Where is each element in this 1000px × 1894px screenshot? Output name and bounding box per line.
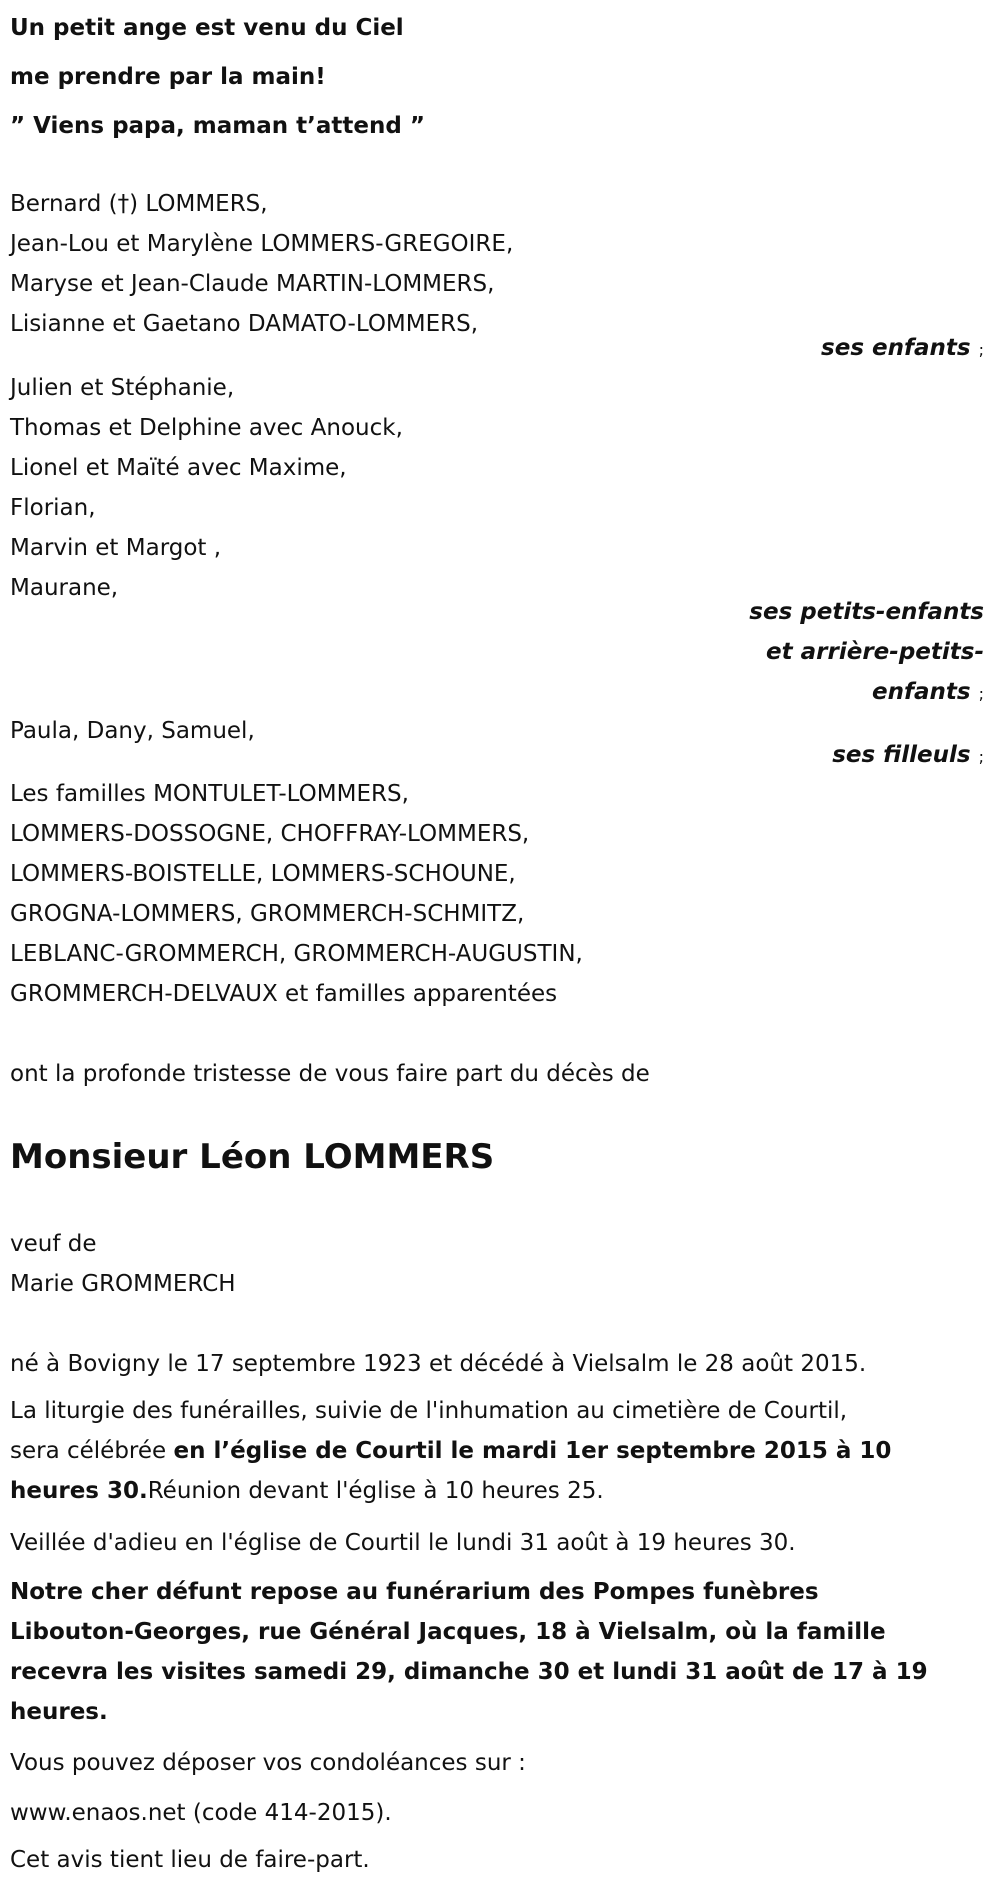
grandchild-entry: Florian, (10, 495, 96, 521)
widower (10, 1224, 236, 1304)
website-text: www.enaos.net (code 414-2015). (10, 1800, 392, 1826)
liturgy-emphasis: heures 30. (10, 1478, 148, 1504)
child-entry: Maryse et Jean-Claude MARTIN-LOMMERS, (10, 271, 495, 297)
grandchildren-label (749, 592, 984, 712)
children-label (821, 328, 984, 368)
birth-death-text: né à Bovigny le 17 septembre 1923 et décédé à Vielsalm le 28 août 2015. (10, 1351, 867, 1377)
funeral-home-line: Notre cher défunt repose au funérarium des Pompes funèbres (10, 1579, 819, 1605)
birth-death (10, 1344, 866, 1384)
family-entry: GROMMERCH-DELVAUX et familles apparentées (10, 981, 558, 1007)
family-entry: LEBLANC-GROMMERCH, GROMMERCH-AUGUSTIN, (10, 941, 583, 967)
vigil (10, 1523, 796, 1563)
epigraph-line: ” Viens papa, maman t’attend ” (10, 113, 425, 139)
funeral-home-line: recevra les visites samedi 29, dimanche 30 et lundi 31 août de 17 à 19 (10, 1659, 928, 1685)
grandchild-entry: Lionel et Maïté avec Maxime, (10, 455, 347, 481)
child-entry: Jean-Lou et Marylène LOMMERS-GREGOIRE, (10, 231, 514, 257)
family-entry: LOMMERS-BOISTELLE, LOMMERS-SCHOUNE, (10, 861, 516, 887)
liturgy-line: La liturgie des funérailles, suivie de l'inhumation au cimetière de Courtil, (10, 1398, 848, 1424)
funeral-home-line: heures. (10, 1699, 108, 1725)
separator: ; (978, 684, 984, 703)
children-list (10, 184, 513, 344)
grandchild-entry: Julien et Stéphanie, (10, 375, 235, 401)
separator: ; (978, 747, 984, 766)
grandchildren-list (10, 368, 403, 608)
label-text: et arrière-petits- (766, 639, 984, 665)
condolences-text: Vous pouvez déposer vos condoléances sur : (10, 1750, 526, 1776)
family-entry: Les familles MONTULET-LOMMERS, (10, 781, 409, 807)
widower-line: Marie GROMMERCH (10, 1271, 236, 1297)
child-entry: Bernard (†) LOMMERS, (10, 191, 268, 217)
liturgy (10, 1391, 891, 1511)
liturgy-text: sera célébrée (10, 1438, 174, 1464)
label-text: ses enfants (821, 335, 971, 361)
liturgy-text: Réunion devant l'église à 10 heures 25. (147, 1478, 604, 1504)
widower-line: veuf de (10, 1231, 97, 1257)
epigraph-line: Un petit ange est venu du Ciel (10, 15, 404, 41)
closing (10, 1840, 370, 1880)
grandchild-entry: Thomas et Delphine avec Anouck, (10, 415, 403, 441)
family-entry: LOMMERS-DOSSOGNE, CHOFFRAY-LOMMERS, (10, 821, 530, 847)
family-entry: GROGNA-LOMMERS, GROMMERCH-SCHMITZ, (10, 901, 525, 927)
grandchild-entry: Marvin et Margot , (10, 535, 222, 561)
deceased-name: Monsieur Léon LOMMERS (10, 1137, 495, 1177)
label-text: enfants (872, 679, 971, 705)
announcement-text: ont la profonde tristesse de vous faire part du décès de (10, 1061, 650, 1087)
funeral-home-line: Libouton-Georges, rue Général Jacques, 18 à Vielsalm, où la famille (10, 1619, 886, 1645)
epigraph (10, 4, 425, 151)
label-text: ses filleuls (832, 742, 971, 768)
closing-text: Cet avis tient lieu de faire-part. (10, 1847, 370, 1873)
announcement (10, 1054, 650, 1094)
separator: ; (978, 340, 984, 359)
grandchild-entry: Maurane, (10, 575, 119, 601)
godchildren-text: Paula, Dany, Samuel, (10, 718, 255, 744)
funeral-home (10, 1572, 928, 1732)
liturgy-emphasis: en l’église de Courtil le mardi 1er septembre 2015 à 10 (173, 1438, 892, 1464)
condolences (10, 1743, 526, 1783)
epigraph-line: me prendre par la main! (10, 64, 326, 90)
label-text: ses petits-enfants (749, 599, 984, 625)
families-list (10, 774, 583, 1014)
vigil-text: Veillée d'adieu en l'église de Courtil le lundi 31 août à 19 heures 30. (10, 1530, 796, 1556)
website (10, 1793, 392, 1833)
child-entry: Lisianne et Gaetano DAMATO-LOMMERS, (10, 311, 479, 337)
godchildren (10, 711, 255, 751)
godchildren-label (832, 735, 984, 775)
